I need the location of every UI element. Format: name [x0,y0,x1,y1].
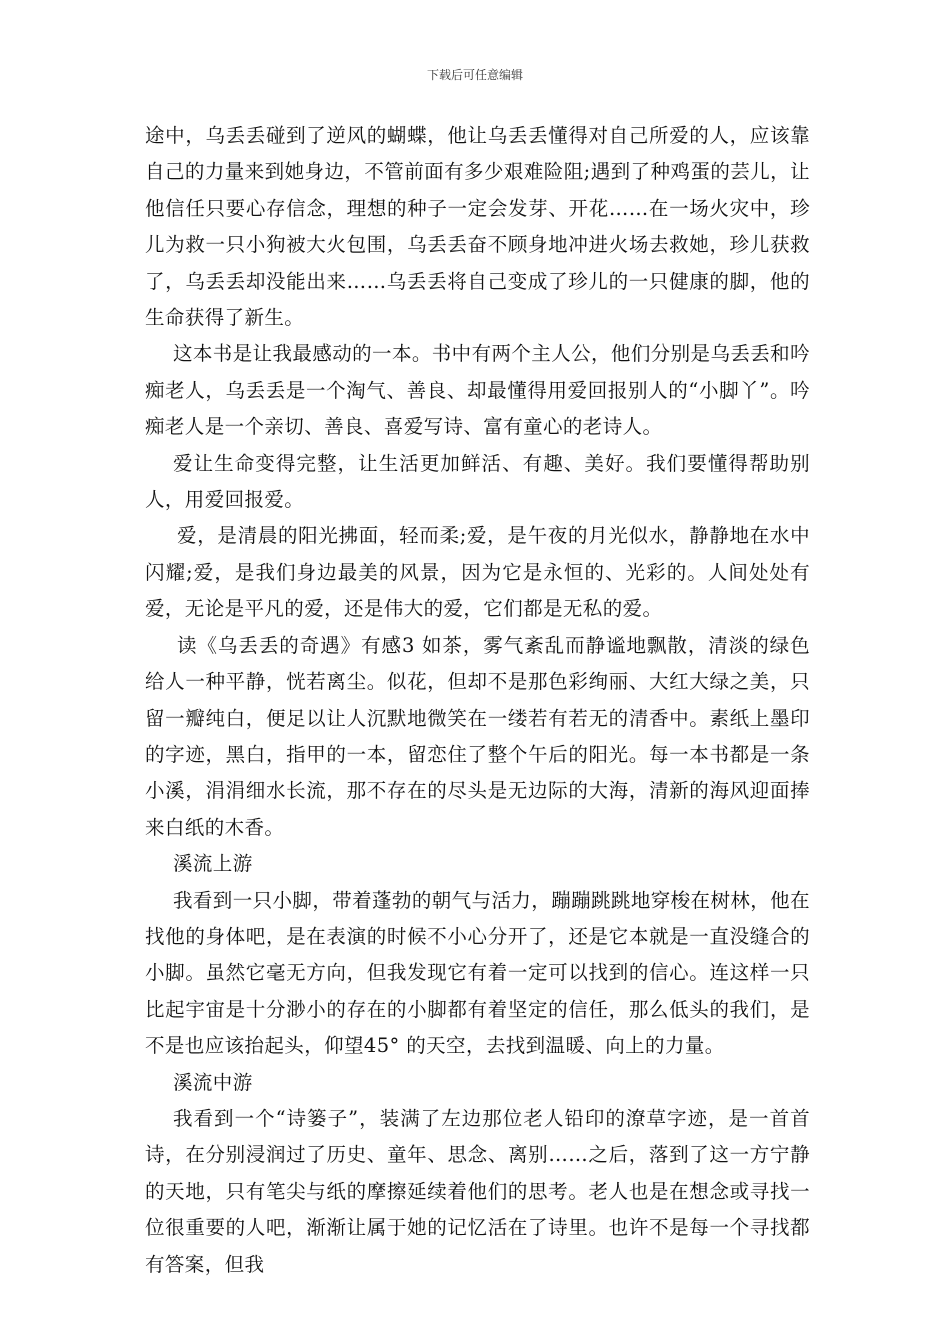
paragraph-poem-basket: 我看到一个“诗篓子”，装满了左边那位老人铅印的潦草字迹，是一首首诗，在分别浸润过了历史、童年、思念、离别……之后，落到了这一方宁静的天地，只有笔尖与纸的摩擦延续着他们的思考。老人也是在想念或寻找一位很重要的人吧，渐渐让属于她的记忆活在了诗里。也许不是每一个寻找都有答案，但我 [145,1106,810,1276]
paragraph-main-characters: 这本书是让我最感动的一本。书中有两个主人公，他们分别是乌丢丢和吟痴老人，乌丢丢是一个淘气、善良、却最懂得用爱回报别人的“小脚丫”。吟痴老人是一个亲切、善良、喜爱写诗、富有童心的老诗人。 [145,342,810,439]
paragraph-love-completes-life: 爱让生命变得完整，让生活更加鲜活、有趣、美好。我们要懂得帮助别人，用爱回报爱。 [145,451,810,512]
paragraph-what-is-love: 爱，是清晨的阳光拂面，轻而柔;爱，是午夜的月光似水，静静地在水中闪耀;爱，是我们身边最美的风景，因为它是永恒的、光彩的。人间处处有爱，无论是平凡的爱，还是伟大的爱，它们都是无私的爱。 [145,524,810,621]
section-heading-midstream: 溪流中游 [173,1070,253,1094]
paragraph-story-summary: 途中，乌丢丢碰到了逆风的蝴蝶，他让乌丢丢懂得对自己所爱的人，应该靠自己的力量来到她身边，不管前面有多少艰难险阻;遇到了种鸡蛋的芸儿，让他信任只要心存信念，理想的种子一定会发芽、开花……在一场火灾中，珍儿为救一只小狗被大火包围，乌丢丢奋不顾身地冲进火场去救她，珍儿获救了，乌丢丢却没能出来……乌丢丢将自己变成了珍儿的一只健康的脚，他的生命获得了新生。 [145,124,810,330]
page-header-note: 下载后可任意编辑 [426,68,523,82]
paragraph-essay-3-intro: 读《乌丢丢的奇遇》有感3 如茶，雾气紊乱而静谧地飘散，清淡的绿色给人一种平静，恍若离尘。似花，但却不是那色彩绚丽、大红大绿之美，只留一瓣纯白，便足以让人沉默地微笑在一缕若有若无的清香中。素纸上墨印的字迹，黑白，指甲的一本，留恋住了整个午后的阳光。每一本书都是一条小溪，涓涓细水长流，那不存在的尽头是无边际的大海，清新的海风迎面捧来白纸的木香。 [145,633,810,839]
section-heading-upstream: 溪流上游 [173,852,253,876]
document-body [145,118,810,1283]
paragraph-little-foot: 我看到一只小脚，带着蓬勃的朝气与活力，蹦蹦跳跳地穿梭在树林，他在找他的身体吧，是在表演的时候不小心分开了，还是它本就是一直没缝合的小脚。虽然它毫无方向，但我发现它有着一定可以找到的信心。连这样一只比起宇宙是十分渺小的存在的小脚都有着坚定的信任，那么低头的我们，是不是也应该抬起头，仰望45° 的天空，去找到温暖、向上的力量。 [145,888,810,1058]
